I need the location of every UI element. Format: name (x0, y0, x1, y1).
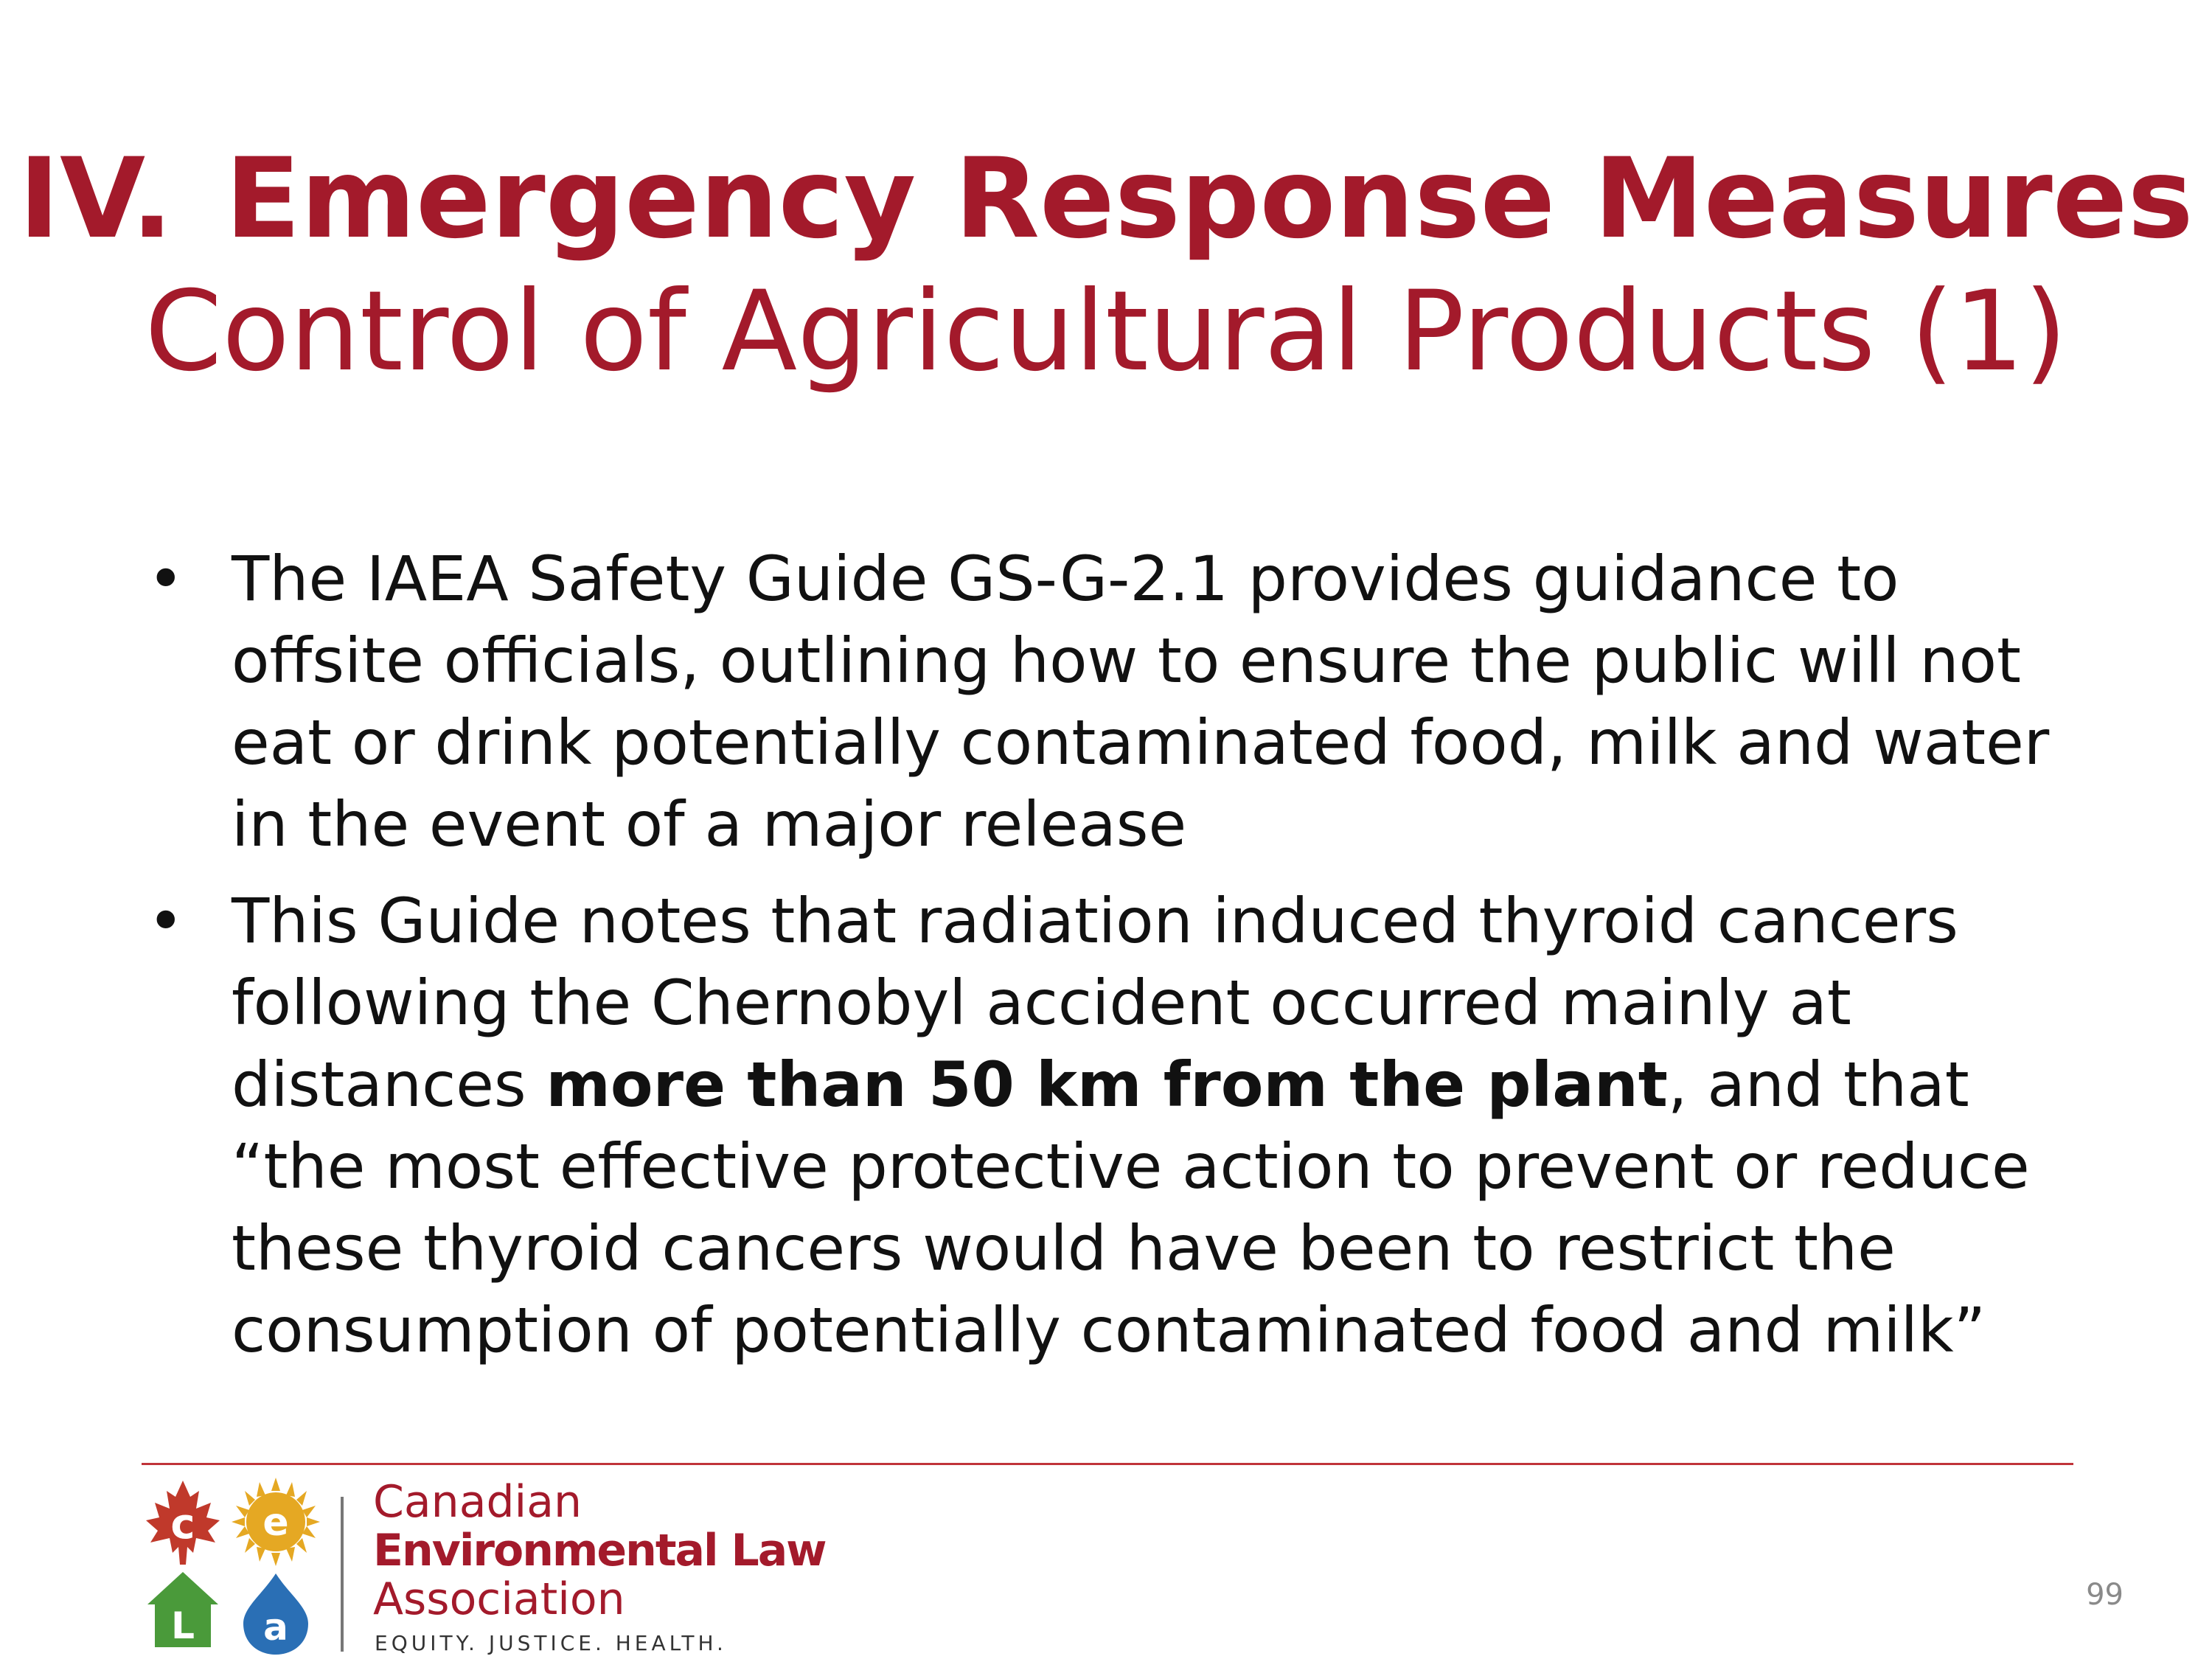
maple-leaf-icon (146, 1481, 220, 1565)
footer-divider (142, 1463, 2073, 1465)
cela-logo-mark (145, 1475, 321, 1659)
bullet-text: The IAEA Safety Guide GS-G-2.1 provides guidance to offsite officials, outlining how to ensure the public will not eat or drink potentially contaminated food, milk and water in the event of a major release (232, 543, 2050, 860)
bullet-text-after: , and that “the most effective protective action to prevent or reduce these thyroid cancers would have been to restrict the consumption of potentially contaminated food and milk” (232, 1048, 2030, 1366)
bullet-item-1 (147, 538, 2094, 866)
logo-name-line1: Canadian (373, 1476, 582, 1528)
house-icon (147, 1572, 218, 1647)
logo-tagline: EQUITY. JUSTICE. HEALTH. (375, 1631, 727, 1655)
water-drop-icon (243, 1573, 308, 1655)
logo-name (373, 1478, 826, 1624)
title-number: IV. (18, 135, 173, 263)
title-subtitle: Control of Agricultural Products (1) (145, 268, 2067, 396)
title-main: Emergency Response Measures (225, 135, 2194, 263)
bullet-list (147, 538, 2094, 1386)
logo-letter-a: a (263, 1606, 288, 1649)
title-heading (0, 133, 2212, 265)
bullet-item-2 (147, 880, 2094, 1371)
sun-icon (232, 1478, 320, 1566)
bullet-marker: • (147, 543, 184, 615)
logo-letter-c: c (170, 1500, 195, 1548)
logo-letter-l: L (171, 1604, 195, 1647)
logo-letter-e: e (262, 1500, 289, 1545)
bullet-marker: • (147, 885, 184, 957)
logo-separator (341, 1497, 344, 1652)
bullet-text-bold: more than 50 km from the plant (546, 1048, 1668, 1121)
logo-name-line2: Environmental Law (373, 1525, 826, 1576)
bullet-text-before: This Guide notes that radiation induced thyroid cancers following the Chernobyl accident occurred mainly at distances (232, 885, 1958, 1121)
cela-logo (145, 1475, 826, 1659)
logo-name-line3: Association (373, 1573, 625, 1625)
slide-title (0, 133, 2212, 398)
page-number: 99 (2086, 1578, 2124, 1612)
